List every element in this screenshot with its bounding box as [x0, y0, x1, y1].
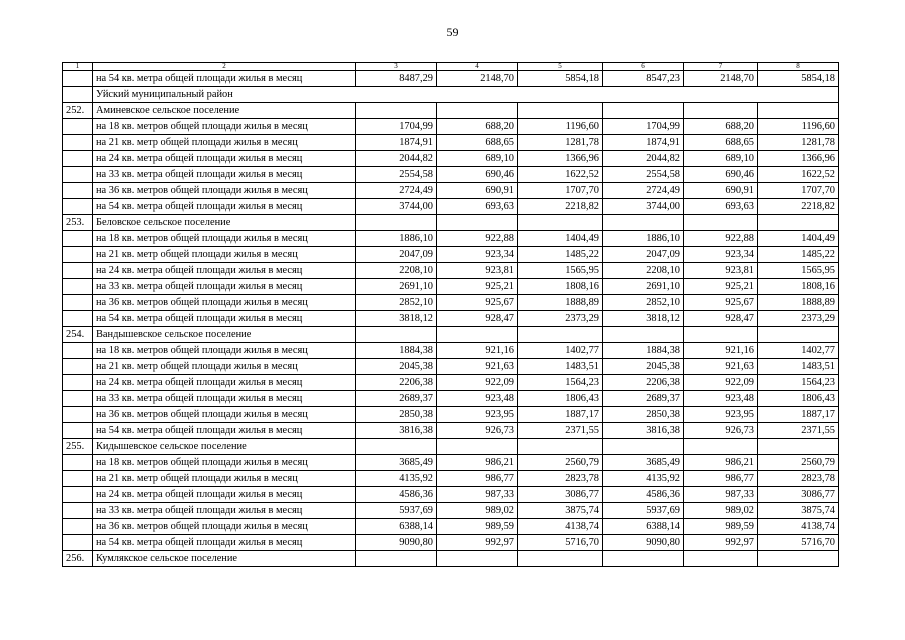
value-cell: 922,09: [437, 375, 518, 391]
value-cell: 923,95: [437, 407, 518, 423]
value-cell: 989,02: [437, 503, 518, 519]
table-row: [63, 135, 839, 151]
value-cell: 2373,29: [758, 311, 839, 327]
empty-cell: [356, 327, 437, 343]
value-cell: 1704,99: [356, 119, 437, 135]
value-cell: 928,47: [437, 311, 518, 327]
empty-cell: [437, 439, 518, 455]
column-number-row: [63, 63, 839, 71]
settlement-row: [63, 327, 839, 343]
value-cell: 1483,51: [518, 359, 603, 375]
value-cell: 2554,58: [603, 167, 684, 183]
empty-cell: [356, 551, 437, 567]
tariff-table: [62, 62, 839, 567]
value-cell: 2148,70: [437, 71, 518, 87]
value-cell: 2047,09: [603, 247, 684, 263]
table-row: [63, 519, 839, 535]
row-label: на 33 кв. метра общей площади жилья в месяц: [93, 503, 356, 519]
value-cell: 989,02: [684, 503, 758, 519]
empty-cell: [437, 551, 518, 567]
value-cell: 4138,74: [518, 519, 603, 535]
value-cell: 3875,74: [518, 503, 603, 519]
row-index: [63, 391, 93, 407]
value-cell: 1404,49: [518, 231, 603, 247]
value-cell: 693,63: [437, 199, 518, 215]
value-cell: 1402,77: [518, 343, 603, 359]
value-cell: 928,47: [684, 311, 758, 327]
value-cell: 922,88: [437, 231, 518, 247]
value-cell: 9090,80: [356, 535, 437, 551]
value-cell: 5854,18: [758, 71, 839, 87]
value-cell: 1366,96: [518, 151, 603, 167]
row-label: на 54 кв. метра общей площади жилья в месяц: [93, 423, 356, 439]
value-cell: 2691,10: [356, 279, 437, 295]
value-cell: 1888,89: [518, 295, 603, 311]
value-cell: 690,91: [684, 183, 758, 199]
empty-cell: [603, 551, 684, 567]
row-label: на 18 кв. метров общей площади жилья в месяц: [93, 119, 356, 135]
value-cell: 3818,12: [356, 311, 437, 327]
value-cell: 689,10: [684, 151, 758, 167]
row-index: [63, 87, 93, 103]
row-index: [63, 503, 93, 519]
row-label: на 54 кв. метра общей площади жилья в месяц: [93, 311, 356, 327]
value-cell: 1565,95: [758, 263, 839, 279]
settlement-row: [63, 439, 839, 455]
value-cell: 1564,23: [518, 375, 603, 391]
row-index: [63, 407, 93, 423]
settlement-row: [63, 103, 839, 119]
settlement-name: Кумлякское сельское поселение: [93, 551, 356, 567]
value-cell: 2823,78: [758, 471, 839, 487]
value-cell: 3816,38: [603, 423, 684, 439]
empty-cell: [684, 215, 758, 231]
value-cell: 3685,49: [356, 455, 437, 471]
value-cell: 2045,38: [356, 359, 437, 375]
row-index: [63, 263, 93, 279]
value-cell: 986,21: [437, 455, 518, 471]
value-cell: 2823,78: [518, 471, 603, 487]
row-index: [63, 199, 93, 215]
row-index: [63, 183, 93, 199]
value-cell: 1402,77: [758, 343, 839, 359]
value-cell: 2206,38: [356, 375, 437, 391]
value-cell: 2560,79: [758, 455, 839, 471]
value-cell: 921,16: [684, 343, 758, 359]
value-cell: 1707,70: [758, 183, 839, 199]
empty-cell: [758, 103, 839, 119]
row-label: на 36 кв. метров общей площади жилья в месяц: [93, 295, 356, 311]
value-cell: 923,48: [684, 391, 758, 407]
value-cell: 989,59: [684, 519, 758, 535]
value-cell: 923,34: [684, 247, 758, 263]
value-cell: 2689,37: [603, 391, 684, 407]
value-cell: 1281,78: [758, 135, 839, 151]
value-cell: 690,46: [684, 167, 758, 183]
value-cell: 4135,92: [356, 471, 437, 487]
settlement-name: Аминевское сельское поселение: [93, 103, 356, 119]
empty-cell: [356, 439, 437, 455]
value-cell: 923,81: [437, 263, 518, 279]
value-cell: 2373,29: [518, 311, 603, 327]
value-cell: 986,77: [684, 471, 758, 487]
value-cell: 922,88: [684, 231, 758, 247]
value-cell: 3875,74: [758, 503, 839, 519]
value-cell: 3816,38: [356, 423, 437, 439]
value-cell: 2852,10: [356, 295, 437, 311]
table-row: [63, 407, 839, 423]
settlement-row: [63, 551, 839, 567]
value-cell: 1485,22: [758, 247, 839, 263]
value-cell: 2208,10: [603, 263, 684, 279]
row-label: на 24 кв. метра общей площади жилья в месяц: [93, 263, 356, 279]
row-index: [63, 295, 93, 311]
empty-cell: [518, 551, 603, 567]
value-cell: 1886,10: [356, 231, 437, 247]
value-cell: 4586,36: [603, 487, 684, 503]
value-cell: 2371,55: [758, 423, 839, 439]
value-cell: 1366,96: [758, 151, 839, 167]
value-cell: 4135,92: [603, 471, 684, 487]
row-index: [63, 359, 93, 375]
value-cell: 2724,49: [356, 183, 437, 199]
empty-cell: [518, 215, 603, 231]
row-index: [63, 279, 93, 295]
value-cell: 2044,82: [356, 151, 437, 167]
row-label: на 33 кв. метра общей площади жилья в месяц: [93, 391, 356, 407]
empty-cell: [356, 103, 437, 119]
empty-cell: [603, 439, 684, 455]
value-cell: 2208,10: [356, 263, 437, 279]
table-row: [63, 247, 839, 263]
value-cell: 986,21: [684, 455, 758, 471]
value-cell: 4138,74: [758, 519, 839, 535]
value-cell: 2724,49: [603, 183, 684, 199]
value-cell: 2044,82: [603, 151, 684, 167]
value-cell: 992,97: [437, 535, 518, 551]
value-cell: 2852,10: [603, 295, 684, 311]
row-index: [63, 71, 93, 87]
value-cell: 1806,43: [518, 391, 603, 407]
row-label: на 24 кв. метра общей площади жилья в месяц: [93, 487, 356, 503]
value-cell: 688,65: [437, 135, 518, 151]
value-cell: 926,73: [684, 423, 758, 439]
value-cell: 8547,23: [603, 71, 684, 87]
empty-cell: [356, 215, 437, 231]
value-cell: 1565,95: [518, 263, 603, 279]
value-cell: 987,33: [437, 487, 518, 503]
value-cell: 923,95: [684, 407, 758, 423]
value-cell: 2850,38: [603, 407, 684, 423]
table-row: [63, 71, 839, 87]
empty-cell: [518, 327, 603, 343]
row-label: на 36 кв. метров общей площади жилья в месяц: [93, 183, 356, 199]
empty-cell: [684, 551, 758, 567]
value-cell: 922,09: [684, 375, 758, 391]
value-cell: 1884,38: [356, 343, 437, 359]
row-index: 256.: [63, 551, 93, 567]
empty-cell: [603, 103, 684, 119]
value-cell: 1196,60: [758, 119, 839, 135]
row-label: на 21 кв. метр общей площади жилья в месяц: [93, 247, 356, 263]
empty-cell: [437, 327, 518, 343]
empty-cell: [437, 215, 518, 231]
value-cell: 1564,23: [758, 375, 839, 391]
value-cell: 688,65: [684, 135, 758, 151]
value-cell: 923,81: [684, 263, 758, 279]
value-cell: 1483,51: [758, 359, 839, 375]
value-cell: 1707,70: [518, 183, 603, 199]
row-label: на 21 кв. метр общей площади жилья в месяц: [93, 135, 356, 151]
row-index: 252.: [63, 103, 93, 119]
value-cell: 5937,69: [356, 503, 437, 519]
value-cell: 1874,91: [603, 135, 684, 151]
value-cell: 5716,70: [518, 535, 603, 551]
value-cell: 5937,69: [603, 503, 684, 519]
value-cell: 1622,52: [758, 167, 839, 183]
value-cell: 1404,49: [758, 231, 839, 247]
column-number: 7: [684, 63, 758, 71]
table-row: [63, 455, 839, 471]
row-index: [63, 167, 93, 183]
value-cell: 1887,17: [758, 407, 839, 423]
value-cell: 690,46: [437, 167, 518, 183]
empty-cell: [758, 551, 839, 567]
settlement-name: Кидышевское сельское поселение: [93, 439, 356, 455]
value-cell: 921,63: [684, 359, 758, 375]
value-cell: 1196,60: [518, 119, 603, 135]
row-label: на 36 кв. метров общей площади жилья в месяц: [93, 407, 356, 423]
value-cell: 1808,16: [518, 279, 603, 295]
value-cell: 925,21: [437, 279, 518, 295]
empty-cell: [603, 215, 684, 231]
table-row: [63, 423, 839, 439]
table-row: [63, 167, 839, 183]
row-index: [63, 247, 93, 263]
value-cell: 4586,36: [356, 487, 437, 503]
table-row: [63, 231, 839, 247]
value-cell: 926,73: [437, 423, 518, 439]
row-label: на 36 кв. метров общей площади жилья в месяц: [93, 519, 356, 535]
value-cell: 3744,00: [603, 199, 684, 215]
table-row: [63, 119, 839, 135]
row-label: на 33 кв. метра общей площади жилья в месяц: [93, 279, 356, 295]
value-cell: 2218,82: [758, 199, 839, 215]
value-cell: 986,77: [437, 471, 518, 487]
row-label: на 21 кв. метр общей площади жилья в месяц: [93, 359, 356, 375]
value-cell: 3086,77: [758, 487, 839, 503]
settlement-name: Вандышевское сельское поселение: [93, 327, 356, 343]
table-row: [63, 343, 839, 359]
column-number: 1: [63, 63, 93, 71]
value-cell: 987,33: [684, 487, 758, 503]
row-index: [63, 375, 93, 391]
value-cell: 1281,78: [518, 135, 603, 151]
value-cell: 1485,22: [518, 247, 603, 263]
row-label: на 21 кв. метр общей площади жилья в месяц: [93, 471, 356, 487]
value-cell: 925,67: [684, 295, 758, 311]
row-label: на 33 кв. метра общей площади жилья в месяц: [93, 167, 356, 183]
value-cell: 693,63: [684, 199, 758, 215]
row-label: на 54 кв. метра общей площади жилья в месяц: [93, 199, 356, 215]
value-cell: 925,21: [684, 279, 758, 295]
value-cell: 921,16: [437, 343, 518, 359]
row-index: [63, 231, 93, 247]
value-cell: 1874,91: [356, 135, 437, 151]
value-cell: 1884,38: [603, 343, 684, 359]
value-cell: 1704,99: [603, 119, 684, 135]
row-index: [63, 343, 93, 359]
table-row: [63, 199, 839, 215]
value-cell: 1808,16: [758, 279, 839, 295]
value-cell: 2047,09: [356, 247, 437, 263]
empty-cell: [758, 327, 839, 343]
value-cell: 6388,14: [603, 519, 684, 535]
row-index: 255.: [63, 439, 93, 455]
table-row: [63, 391, 839, 407]
value-cell: 925,67: [437, 295, 518, 311]
value-cell: 923,34: [437, 247, 518, 263]
row-index: [63, 487, 93, 503]
column-number: 8: [758, 63, 839, 71]
value-cell: 1806,43: [758, 391, 839, 407]
row-label: на 18 кв. метров общей площади жилья в месяц: [93, 343, 356, 359]
row-index: [63, 151, 93, 167]
row-index: [63, 119, 93, 135]
row-index: [63, 311, 93, 327]
column-number: 3: [356, 63, 437, 71]
value-cell: 2691,10: [603, 279, 684, 295]
table-row: [63, 471, 839, 487]
table-row: [63, 263, 839, 279]
value-cell: 1886,10: [603, 231, 684, 247]
empty-cell: [603, 327, 684, 343]
row-index: [63, 535, 93, 551]
value-cell: 2560,79: [518, 455, 603, 471]
table-row: [63, 295, 839, 311]
column-number: 4: [437, 63, 518, 71]
value-cell: 3818,12: [603, 311, 684, 327]
table-row: [63, 279, 839, 295]
table-row: [63, 311, 839, 327]
value-cell: 2148,70: [684, 71, 758, 87]
row-label: на 54 кв. метра общей площади жилья в месяц: [93, 535, 356, 551]
value-cell: 1622,52: [518, 167, 603, 183]
row-label: на 18 кв. метров общей площади жилья в месяц: [93, 231, 356, 247]
row-label: на 18 кв. метров общей площади жилья в месяц: [93, 455, 356, 471]
value-cell: 690,91: [437, 183, 518, 199]
row-index: [63, 423, 93, 439]
empty-cell: [437, 103, 518, 119]
empty-cell: [684, 439, 758, 455]
value-cell: 921,63: [437, 359, 518, 375]
district-row: [63, 87, 839, 103]
value-cell: 1887,17: [518, 407, 603, 423]
value-cell: 2554,58: [356, 167, 437, 183]
row-label: на 24 кв. метра общей площади жилья в месяц: [93, 375, 356, 391]
row-label: на 24 кв. метра общей площади жилья в месяц: [93, 151, 356, 167]
value-cell: 8487,29: [356, 71, 437, 87]
empty-cell: [518, 439, 603, 455]
value-cell: 2045,38: [603, 359, 684, 375]
empty-cell: [684, 327, 758, 343]
row-index: [63, 135, 93, 151]
district-name: Уйский муниципальный район: [93, 87, 839, 103]
value-cell: 992,97: [684, 535, 758, 551]
row-index: [63, 471, 93, 487]
value-cell: 688,20: [437, 119, 518, 135]
value-cell: 1888,89: [758, 295, 839, 311]
empty-cell: [758, 215, 839, 231]
column-number: 6: [603, 63, 684, 71]
value-cell: 6388,14: [356, 519, 437, 535]
value-cell: 688,20: [684, 119, 758, 135]
table-row: [63, 535, 839, 551]
empty-cell: [758, 439, 839, 455]
value-cell: 3086,77: [518, 487, 603, 503]
table-row: [63, 487, 839, 503]
table-row: [63, 183, 839, 199]
column-number: 2: [93, 63, 356, 71]
value-cell: 2850,38: [356, 407, 437, 423]
row-index: [63, 519, 93, 535]
empty-cell: [518, 103, 603, 119]
table-row: [63, 151, 839, 167]
column-number: 5: [518, 63, 603, 71]
value-cell: 3744,00: [356, 199, 437, 215]
value-cell: 989,59: [437, 519, 518, 535]
empty-cell: [684, 103, 758, 119]
table-row: [63, 375, 839, 391]
row-index: 253.: [63, 215, 93, 231]
row-label: на 54 кв. метра общей площади жилья в месяц: [93, 71, 356, 87]
table-row: [63, 359, 839, 375]
value-cell: 923,48: [437, 391, 518, 407]
settlement-row: [63, 215, 839, 231]
table-row: [63, 503, 839, 519]
value-cell: 5716,70: [758, 535, 839, 551]
settlement-name: Беловское сельское поселение: [93, 215, 356, 231]
value-cell: 3685,49: [603, 455, 684, 471]
value-cell: 2218,82: [518, 199, 603, 215]
value-cell: 689,10: [437, 151, 518, 167]
value-cell: 2206,38: [603, 375, 684, 391]
value-cell: 5854,18: [518, 71, 603, 87]
page-number: 59: [446, 25, 459, 39]
row-index: [63, 455, 93, 471]
value-cell: 9090,80: [603, 535, 684, 551]
row-index: 254.: [63, 327, 93, 343]
table-body: [63, 63, 839, 567]
value-cell: 2689,37: [356, 391, 437, 407]
value-cell: 2371,55: [518, 423, 603, 439]
